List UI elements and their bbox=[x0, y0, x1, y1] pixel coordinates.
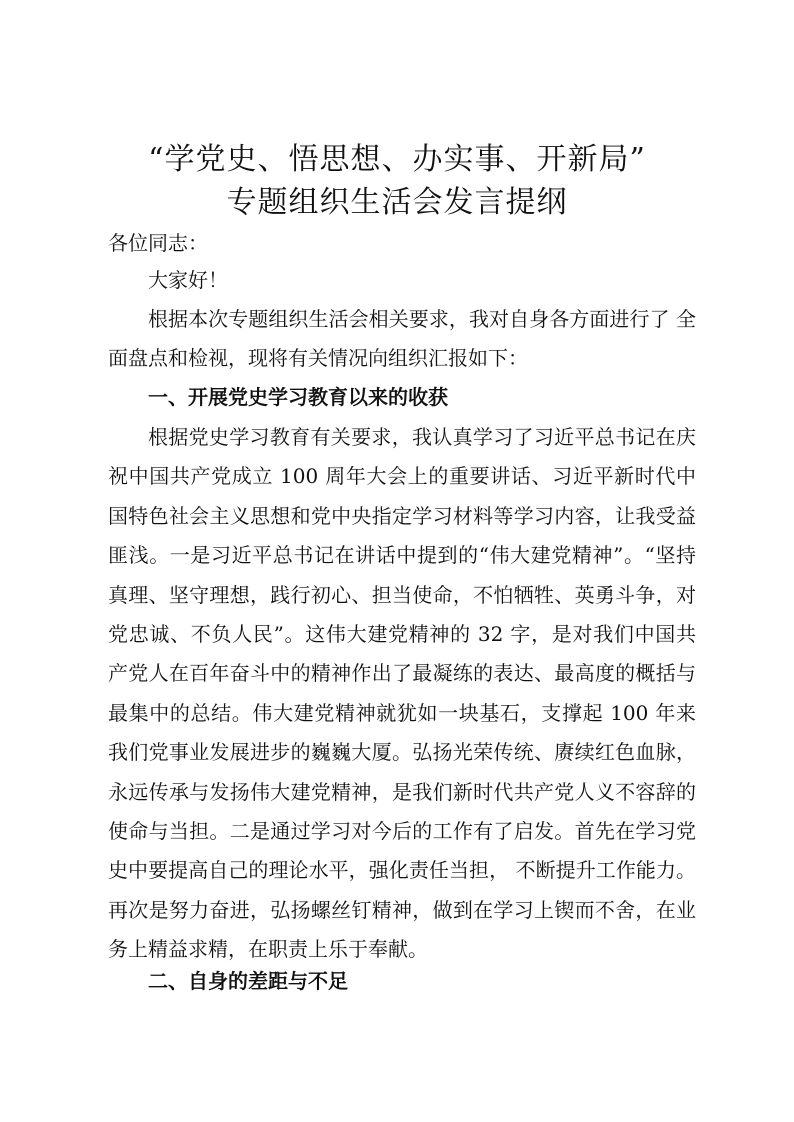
document-title-line-2: 专题组织生活会发言提纲 bbox=[226, 185, 568, 220]
section-1-paragraph: 根据党史学习教育有关要求，我认真学习了习近平总书记在庆祝中国共产党成立 100 周年大会上的重要讲话、习近平新时代中国特色社会主义思想和党中央指定学习材料等学习内容，让我受益匪浅。一是习近平总书记在讲话中提到的“伟大建党精神”。“坚持真理、坚守理想，践行初心、担当使命，不怕牺牲、英勇斗争，对党忠诚、不负人民”。这伟大建党精神的 32 字，是对我们中国共产党人在百年奋斗中的精神作出了最凝练的表达、最高度的概括与最集中的总结。伟大建党精神就犹如一块基石，支撑起 100 年来我们党事业发展进步的巍巍大厦。弘扬光荣传统、赓续红色血脉，永远传承与发扬伟大建党精神，是我们新时代共产党人义不容辞的使命与当担。二是通过学习对今后的工作有了启发。首先在学习党史中要提高自己的理论水平，强化责任当担， 不断提升工作能力。再次是努力奋进，弘扬螺丝钉精神，做到在学习上锲而不舍，在业务上精益求精，在职责上乐于奉献。 bbox=[108, 425, 696, 962]
intro-paragraph: 根据本次专题组织生活会相关要求，我对自身各方面进行了 全面盘点和检视，现将有关情况向组织汇报如下： bbox=[108, 307, 696, 371]
greeting-paragraph: 大家好！ bbox=[148, 268, 228, 292]
section-2-heading: 二、自身的差距与不足 bbox=[148, 969, 348, 993]
salutation: 各位同志： bbox=[108, 231, 208, 255]
section-1-heading: 一、开展党史学习教育以来的收获 bbox=[148, 385, 448, 409]
document-title-line-1: “学党史、悟思想、办实事、开新局” bbox=[148, 142, 646, 177]
